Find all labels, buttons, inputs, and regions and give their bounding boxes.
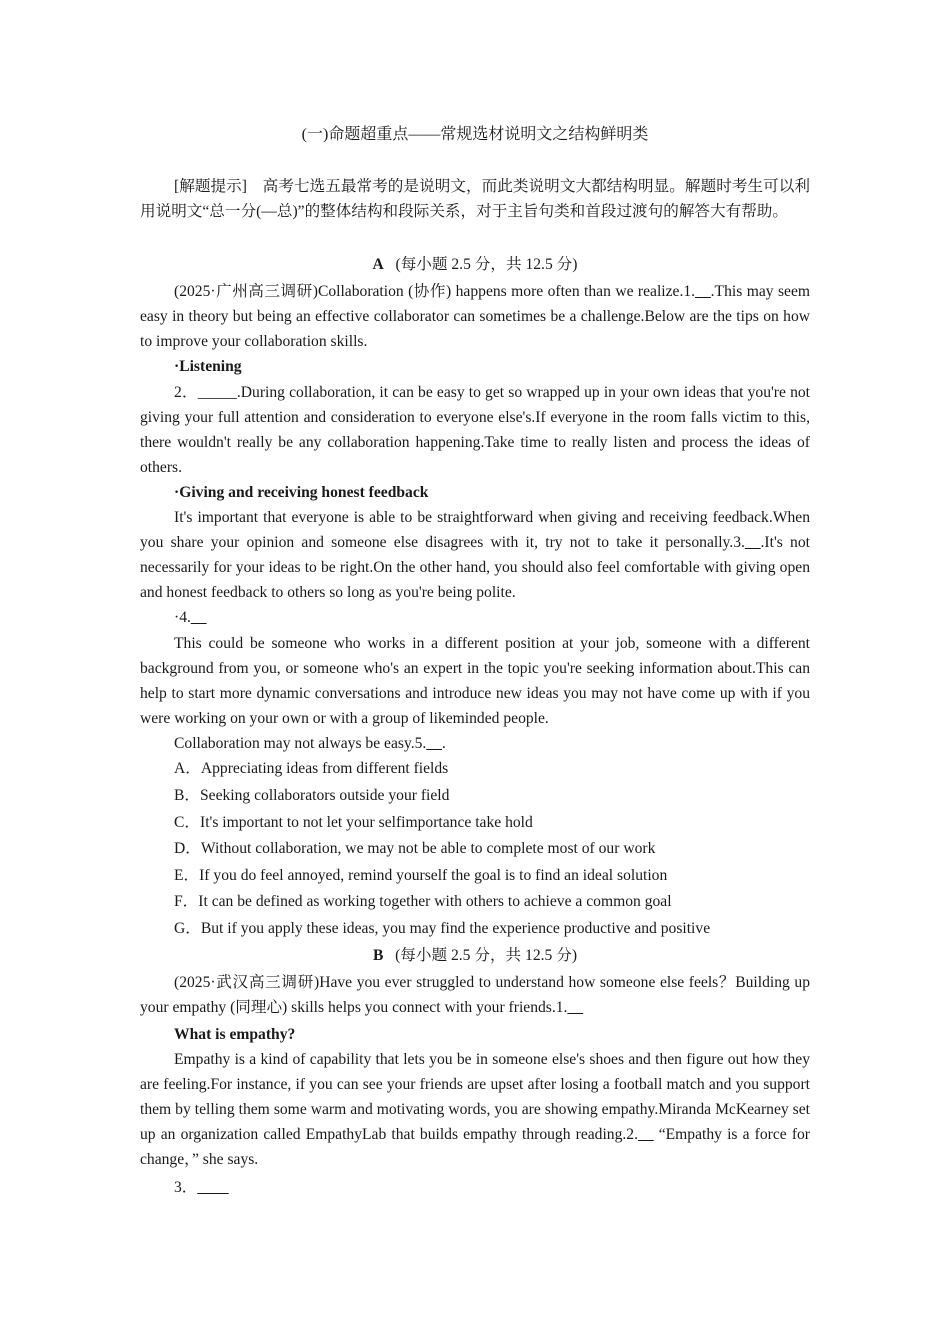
section-a-header bbox=[140, 252, 810, 277]
section-b-intro: (2025·武汉高三调研)Have you ever struggled to understand how someone else feels？Building up your empathy (同理心) skills helps you connect with your friends.1.__ bbox=[140, 974, 810, 1016]
section-a-score: (每小题 2.5 分，共 12.5 分) bbox=[395, 256, 578, 273]
section-b-score: (每小题 2.5 分，共 12.5 分) bbox=[395, 947, 578, 964]
heading-feedback: ·Giving and receiving honest feedback bbox=[174, 484, 429, 501]
answer-blank-b3: ____ bbox=[197, 1179, 229, 1196]
closing-paragraph: Collaboration may not always be easy.5.__. bbox=[174, 735, 446, 752]
option-c: C．It's important to not let your selfimportance take hold bbox=[174, 814, 533, 831]
heading-what-is-empathy: What is empathy? bbox=[174, 1026, 296, 1043]
answer-blank-a2: _____ bbox=[197, 384, 237, 401]
section-a-letter: A bbox=[372, 256, 384, 273]
answer-blank-b1: __ bbox=[567, 999, 584, 1016]
option-e: E．If you do feel annoyed, remind yourself the goal is to find an ideal solution bbox=[174, 867, 668, 884]
question-a4-heading: ·4.__ bbox=[174, 609, 207, 626]
page-title: (一)命题超重点——常规选材说明文之结构鲜明类 bbox=[301, 126, 649, 143]
empathy-paragraph: Empathy is a kind of capability that lets you be in someone else's shoes and then figure out how they are feeling.For instance, if you can see your friends are upset after losing a football match and you support them by telling them some warm and motivating words, you are showing empathy.Miranda McKearney set up an organization called EmpathyLab that builds empathy through reading.2.__ “Empathy is a force for change，” she says. bbox=[140, 1051, 811, 1168]
section-b-letter: B bbox=[372, 947, 384, 964]
answer-blank-a3: __ bbox=[744, 534, 761, 551]
section-a-intro: (2025·广州高三调研)Collaboration (协作) happens more often than we realize.1.__.This may seem easy in theory but being an effective collaborator can sometimes be a challenge.Below are the tips on how to improve your collaboration skills. bbox=[140, 283, 810, 350]
option-g: G．But if you apply these ideas, you may find the experience productive and positive bbox=[174, 920, 711, 937]
heading-listening: ·Listening bbox=[174, 358, 242, 375]
question-b3 bbox=[140, 1175, 810, 1200]
question-number: 3． bbox=[174, 1179, 198, 1196]
feedback-paragraph: It's important that everyone is able to be straightforward when giving and receiving feedback.When you share your opinion and someone else disagrees with it, try not to take it personally.3.__.It's not necessarily for your ideas to be right.On the other hand, you should also feel comfortable with giving open and honest feedback to others so long as you're being polite. bbox=[140, 509, 810, 601]
option-a: A．Appreciating ideas from different fields bbox=[174, 760, 449, 777]
tip-text: 高考七选五最常考的是说明文，而此类说明文大都结构明显。解题时考生可以利用说明文“总一分(—总)”的整体结构和段际关系，对于主旨句类和首段过渡句的解答大有帮助。 bbox=[140, 178, 810, 220]
option-d: D．Without collaboration, we may not be able to complete most of our work bbox=[174, 840, 656, 857]
question-a2-paragraph: 2．_____.During collaboration, it can be easy to get so wrapped up in your own ideas that you're not giving your full attention and consideration to everyone else's.If everyone in the room falls victim to this, there wouldn't really be any collaboration happening.Take time to really listen and process the ideas of others. bbox=[140, 384, 810, 476]
question-a4-paragraph: This could be someone who works in a different position at your job, someone with a different background from you, or someone who's an expert in the topic you're seeking information about.This can help to start more dynamic conversations and introduce new ideas you may not have come up with if you were working on your own or with a group of likeminded people. bbox=[140, 635, 810, 727]
option-f: F．It can be defined as working together with others to achieve a common goal bbox=[174, 893, 672, 910]
answer-blank-a4: __ bbox=[190, 609, 207, 626]
answer-blank-b2: __ bbox=[638, 1126, 654, 1143]
solving-tip bbox=[140, 174, 810, 224]
answer-blank-a1: __ bbox=[695, 283, 711, 300]
answer-blank-a5: __ bbox=[426, 735, 442, 752]
option-b: B．Seeking collaborators outside your field bbox=[174, 787, 450, 804]
question-number: 2． bbox=[174, 384, 198, 401]
tip-label: [解题提示] bbox=[174, 178, 247, 195]
section-b-header bbox=[140, 943, 810, 968]
